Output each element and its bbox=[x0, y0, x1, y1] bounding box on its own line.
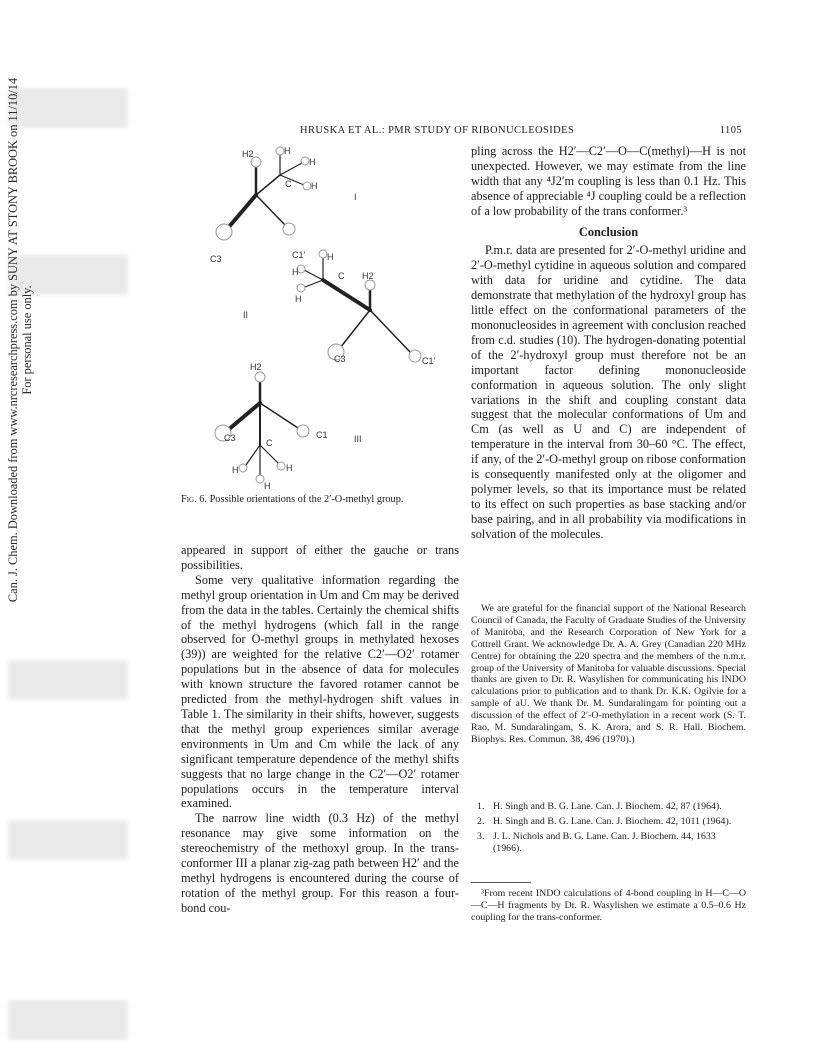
label-iii-c3: C3 bbox=[224, 433, 236, 443]
label-c: C bbox=[338, 271, 345, 281]
scan-smudge bbox=[8, 820, 128, 860]
label-structure-i: I bbox=[354, 192, 357, 202]
rotamer-diagram bbox=[180, 140, 460, 495]
reference-item bbox=[471, 831, 746, 855]
label-c: C bbox=[285, 179, 292, 189]
watermark-line: Can. J. Chem. Downloaded from www.nrcresearchpress.com by SUNY AT STONY BROOK on 11/10/14 bbox=[6, 77, 20, 603]
right-column bbox=[471, 144, 746, 542]
footnote: ³From recent INDO calculations of 4-bond coupling in H—C—O—C—H fragments by Dr. R. Wasylishen we estimate a 0.5–0.6 Hz coupling for the trans-conformer. bbox=[471, 888, 746, 923]
reference-text: H. Singh and B. G. Lane. Can. J. Biochem. 42, 87 (1964). bbox=[493, 801, 722, 812]
label-h: H bbox=[292, 267, 299, 277]
reference-text: H. Singh and B. G. Lane. Can. J. Biochem. 42, 1011 (1964). bbox=[493, 815, 732, 827]
label-i-c1: C1' bbox=[292, 250, 306, 260]
left-column bbox=[181, 543, 459, 916]
reference-number: 2. bbox=[477, 815, 485, 827]
figure-caption bbox=[181, 494, 459, 507]
reference-list bbox=[471, 801, 746, 858]
label-h: H bbox=[311, 181, 318, 191]
label-iii-c1: C1 bbox=[316, 430, 328, 440]
reference-item bbox=[471, 801, 746, 813]
running-header bbox=[300, 125, 742, 136]
label-ii-h2: H2 bbox=[362, 271, 374, 281]
running-title: HRUSKA ET AL.: PMR STUDY OF RIBONUCLEOSIDES bbox=[300, 125, 575, 136]
watermark-line: For personal use only. bbox=[20, 285, 34, 395]
paragraph: appeared in support of either the gauche or trans possibilities. bbox=[181, 543, 459, 572]
download-watermark bbox=[6, 0, 34, 700]
label-iii-h2: H2 bbox=[250, 362, 262, 372]
reference-item bbox=[471, 816, 746, 828]
label-h: H bbox=[295, 294, 302, 304]
scan-smudge bbox=[8, 1000, 128, 1040]
reference-text: J. L. Nichols and B. G. Lane. Can. J. Biochem. 44, 1633 (1966). bbox=[493, 830, 716, 854]
footnote-rule bbox=[471, 882, 531, 883]
label-h: H bbox=[286, 463, 293, 473]
label-ii-c1: C1' bbox=[422, 356, 436, 366]
section-heading: Conclusion bbox=[578, 224, 639, 239]
paragraph: The narrow line width (0.3 Hz) of the methyl resonance may give some information on the stereochemistry of the methoxyl group. In the trans-conformer III a planar zig-zag path between H2′ and the methyl hydrogens is encountered during the course of rotation of the methyl group. For this reason a four-bond cou- bbox=[181, 811, 459, 915]
label-i-h2: H2 bbox=[242, 149, 254, 159]
acknowledgement: We are grateful for the financial support of the National Research Council of Canada, the Faculty of Graduate Studies of the University of Manitoba, and the Research Corporation of New York for a Cottrell Grant. We acknowledge Dr. A. A. Grey (Canadian 220 MHz Centre) for obtaining the 220 spectra and the members of the n.m.r. group of the University of Manitoba for valuable discussions. Special thanks are given to Dr. R. Wasylishen for communicating his INDO calculations prior to publication and to thank Dr. K.K. Ogilvie for a sample of aU. We thank Dr. M. Sundaralingam for pointing out a discussion of the effect of 2′-O-methylation in a recent work (S. T. Rao, M. Sundaralingam, S. K. Arora, and S. R. Hall. Biochem. Biophys. Res. Commun. 38, 496 (1970).) bbox=[471, 603, 746, 745]
label-ii-c3: C3 bbox=[334, 354, 346, 364]
paragraph: P.m.r. data are presented for 2′-O-methyl uridine and 2′-O-methyl cytidine in aqueous solution and compared with data for uridine and cytidine. The data demonstrate that methylation of the hydroxyl group has little effect on the conformational parameters of the mononucleosides in agreement with conclusion reached from c.d. studies (10). The hydrogen-donating potential of the 2′-hydroxyl group must therefore not be an important factor defining mononucleoside conformation in aqueous solution. The only slight variations in the shift and coupling constant data suggest that the molecular conformations of Um and Cm (as well as U and C) are independent of temperature in the interval from 30–60 °C. The effect, if any, of the 2′-O-methyl group on ribose conformation is consequently manifested only at the oligomer and polymer levels, so that its importance must be related to its effect on such properties as base stacking and/or base pairing, and in all probability via modifications in solvation of the molecules. bbox=[471, 243, 746, 541]
page-number: 1105 bbox=[719, 125, 742, 136]
label-h: H bbox=[232, 465, 239, 475]
label-h: H bbox=[327, 252, 334, 262]
caption-text: Possible orientations of the 2′-O-methyl group. bbox=[209, 494, 404, 505]
label-structure-iii: III bbox=[354, 434, 362, 444]
label-c: C bbox=[266, 438, 273, 448]
reference-number: 3. bbox=[477, 830, 485, 842]
label-h: H bbox=[264, 481, 271, 491]
caption-label: Fig. 6. bbox=[181, 494, 207, 505]
label-i-c3: C3 bbox=[210, 254, 222, 264]
reference-number: 1. bbox=[477, 801, 485, 812]
paragraph: pling across the H2′—C2′—O—C(methyl)—H is not unexpected. However, we may estimate from the line width that any ⁴J2′m coupling is less than 0.1 Hz. This absence of appreciable ⁴J coupling could be a reflection of a low probability of the trans conformer.³ bbox=[471, 144, 746, 218]
label-h: H bbox=[309, 157, 316, 167]
paragraph: Some very qualitative information regarding the methyl group orientation in Um and Cm may be derived from the data in the tables. Certainly the chemical shifts of the methyl hydrogens (which fall in the range observed for O-methyl groups in methylated hexoses (39)) are weighted for the relative C2′—O2′ rotamer populations but in the absence of data for molecules with known structure the favored rotamer cannot be predicted from the methyl-hydrogen shift values in Table 1. The similarity in their shifts, however, suggests that the methyl group experiences similar average environments in Um and Cm while the lack of any significant temperature dependence of the methyl shifts suggests that no large change in the C2′—O2′ rotamer populations occurs in the temperature interval examined. bbox=[181, 572, 459, 811]
label-structure-ii: II bbox=[243, 310, 249, 320]
label-h: H bbox=[284, 146, 291, 156]
figure-6 bbox=[180, 140, 460, 495]
